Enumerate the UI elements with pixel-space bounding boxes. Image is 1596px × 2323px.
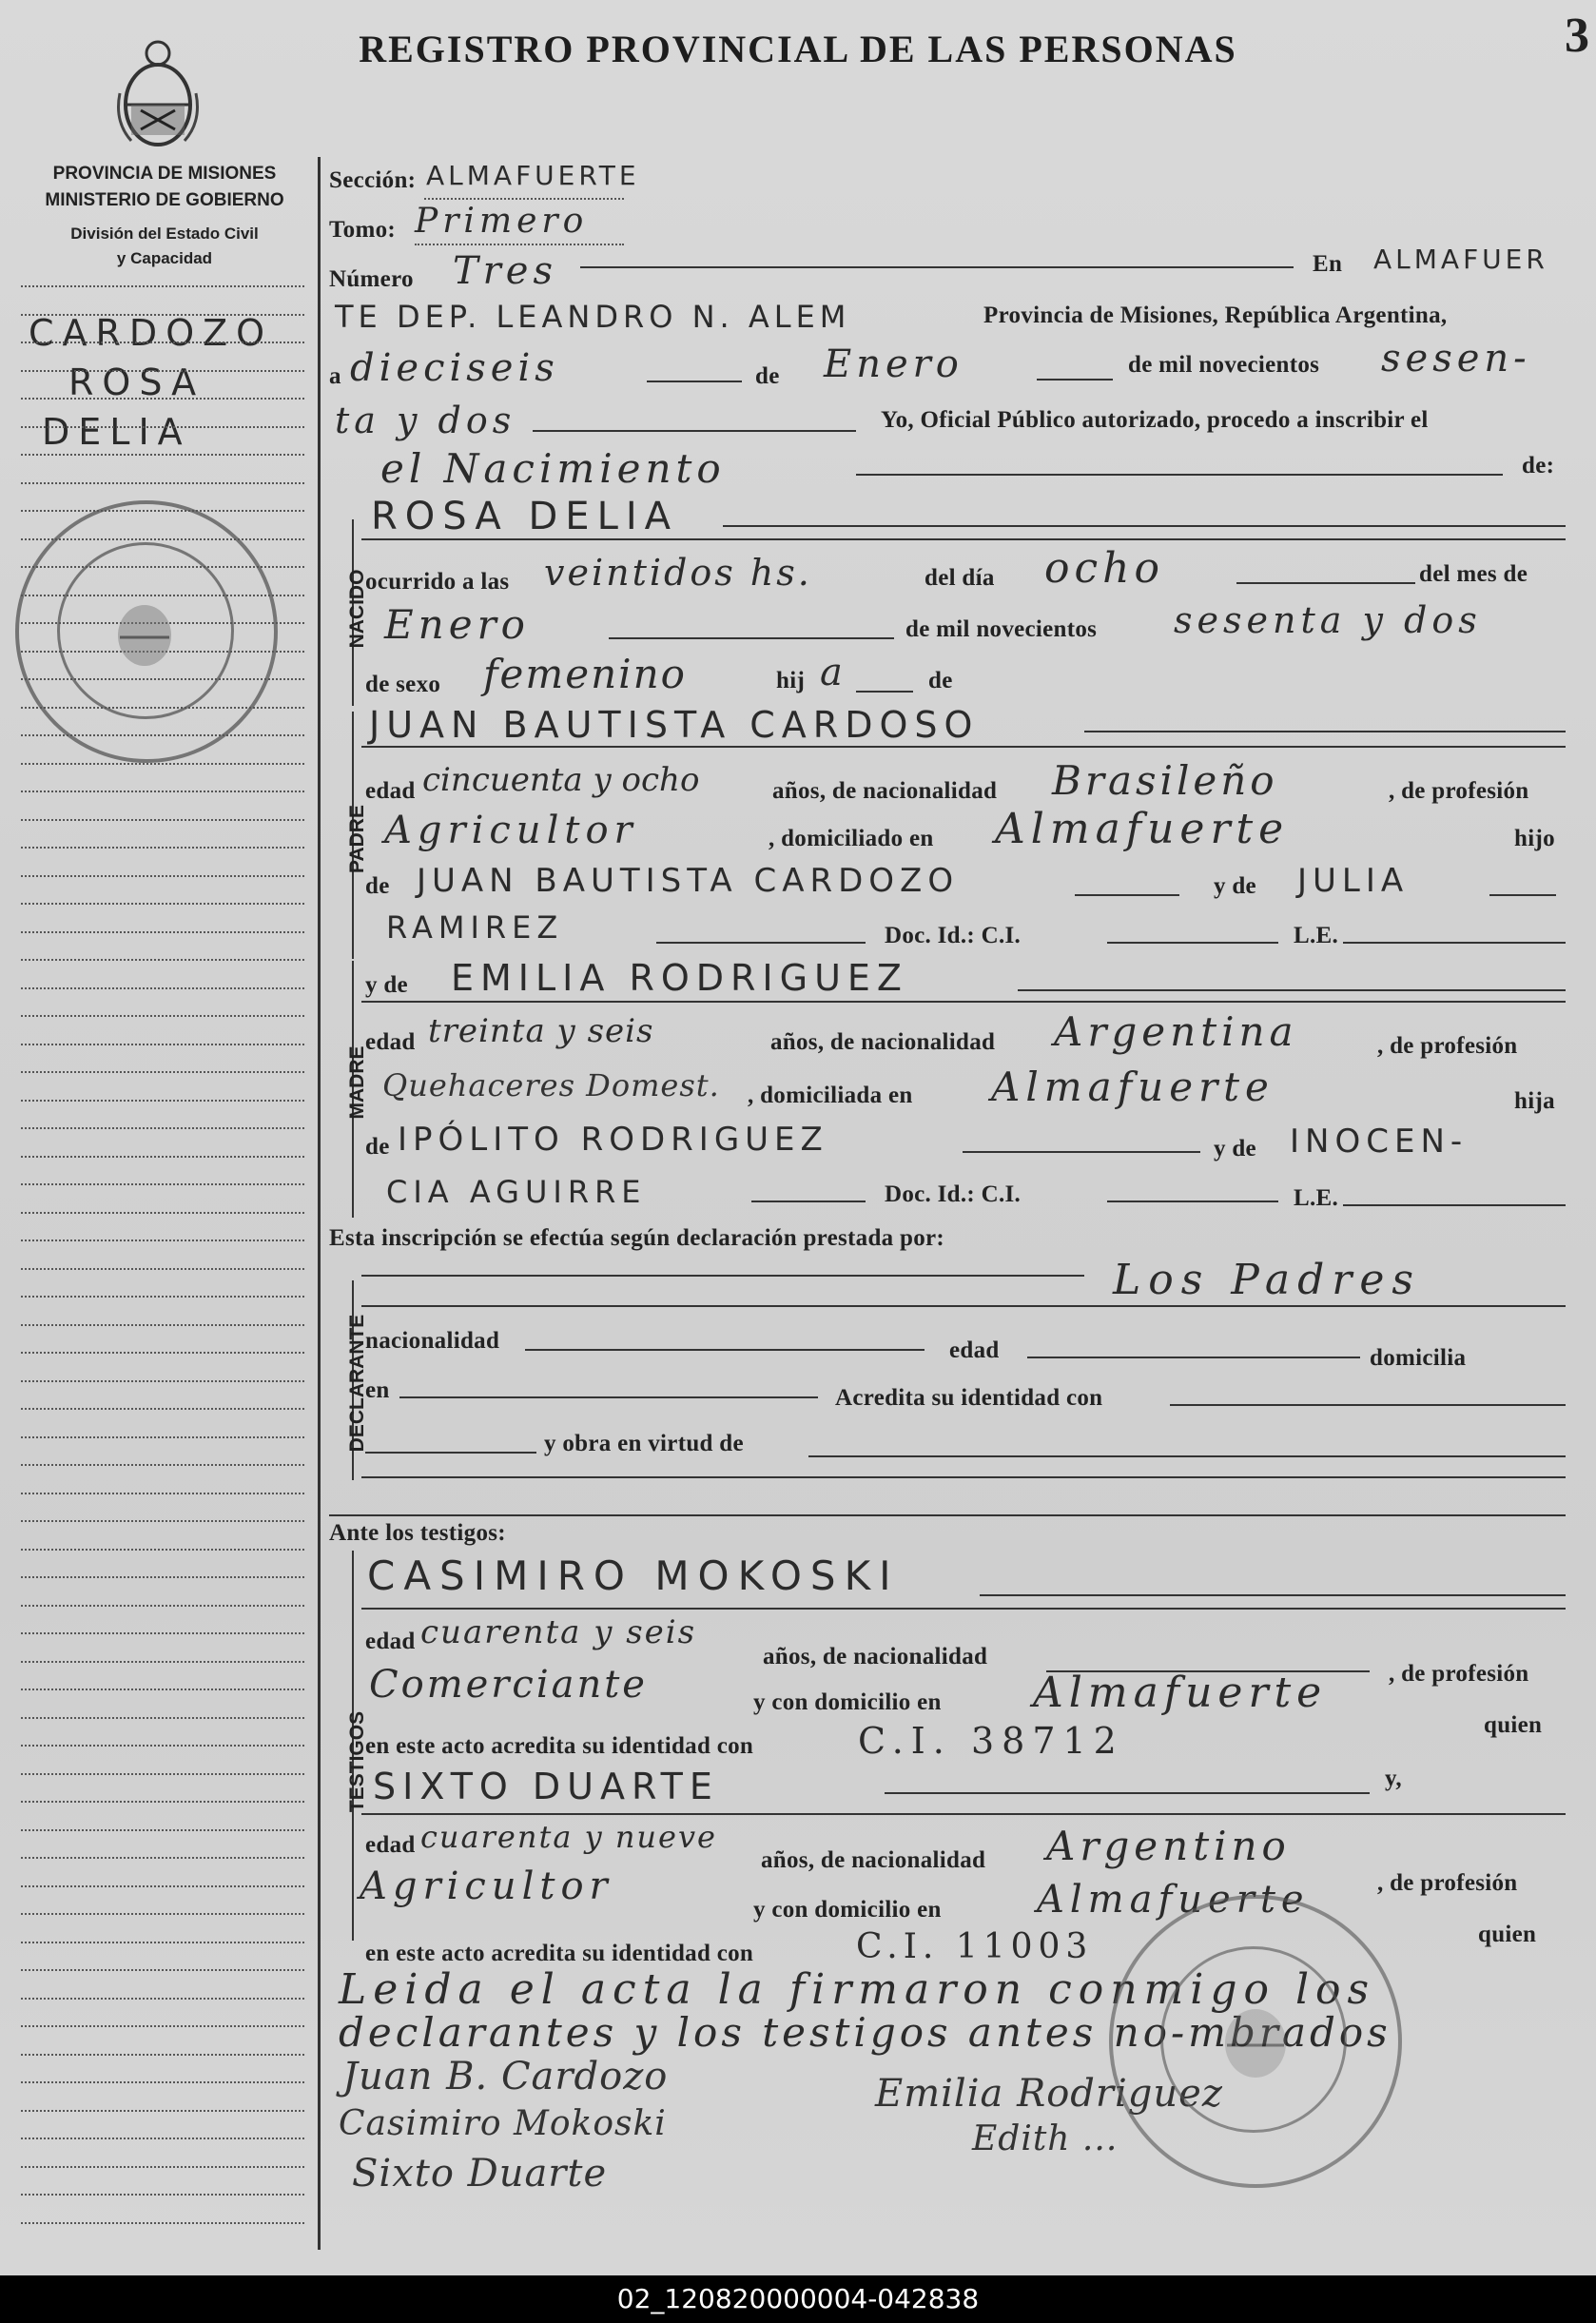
del-mes-label: del mes de <box>1419 561 1528 587</box>
testigo1-edad-value: cuarenta y seis <box>420 1613 697 1651</box>
margin-ruled-line <box>21 791 304 792</box>
numero-label: Número <box>329 266 414 292</box>
signature-5: Edith ... <box>972 2119 1119 2158</box>
margin-ruled-line <box>21 342 304 343</box>
margin-ruled-line <box>21 1044 304 1045</box>
declarante-nac-line <box>525 1349 925 1351</box>
provincia-text: Provincia de Misiones, República Argentina, <box>983 303 1448 328</box>
registry-stamp-right <box>1109 1895 1402 2188</box>
margin-ruled-line <box>21 875 304 877</box>
madre-le-line <box>1343 1204 1566 1206</box>
ocurrido-label: ocurrido a las <box>365 569 510 595</box>
margin-ruled-line <box>21 1268 304 1270</box>
testigo1-nombre: CASIMIRO MOKOSKI <box>367 1552 900 1599</box>
closing-line-2: declarantes y los testigos antes no-mbrados <box>339 2009 1392 2056</box>
sexo-label: de sexo <box>365 672 441 697</box>
nac-mil-label: de mil novecientos <box>905 616 1098 642</box>
institution-line-1: PROVINCIA DE MISIONES <box>52 164 277 184</box>
dia-nac-value: ocho <box>1044 544 1164 593</box>
hij-value: a <box>820 651 847 694</box>
mes-value: Enero <box>824 342 963 386</box>
en-value-1: ALMAFUER <box>1373 244 1548 275</box>
madre-prof-label: , de profesión <box>1377 1033 1518 1059</box>
hij-de-label: de <box>928 668 953 693</box>
margin-ruled-line <box>21 1352 304 1354</box>
margin-ruled-line <box>21 1857 304 1859</box>
testigo1-acredita-label: en este acto acredita su identidad con <box>365 1733 754 1759</box>
hij-line <box>856 691 913 693</box>
margin-ruled-line <box>21 1717 304 1719</box>
margin-ruled-line <box>21 1689 304 1690</box>
margin-ruled-line <box>21 847 304 849</box>
sexo-value: femenino <box>483 651 687 697</box>
padre-doc-label: Doc. Id.: C.I. <box>885 923 1022 948</box>
stamp-emblem-icon <box>107 595 183 672</box>
testigo2-edad-label: edad <box>365 1832 416 1858</box>
padre-edad-value: cincuenta y ocho <box>422 761 700 799</box>
testigo2-y-label: y, <box>1385 1766 1402 1791</box>
margin-ruled-line <box>21 2194 304 2196</box>
declarante-dom-label: domicilia <box>1370 1345 1467 1371</box>
padre-dom-value: Almafuerte <box>995 805 1290 853</box>
testigo1-doc: C.I. 38712 <box>858 1720 1124 1762</box>
a-label: a <box>329 363 341 389</box>
margin-ruled-line <box>21 1071 304 1073</box>
margin-ruled-line <box>21 314 304 316</box>
signature-4: Sixto Duarte <box>352 2152 608 2196</box>
margin-ruled-line <box>21 2166 304 2168</box>
margin-ruled-line <box>21 959 304 961</box>
oficial-text: Yo, Oficial Público autorizado, procedo a inscribir el <box>881 407 1429 433</box>
mes-line <box>1037 379 1113 381</box>
dia-nac-line <box>1236 582 1415 584</box>
margin-ruled-line <box>21 1436 304 1438</box>
anio-value-1: sesen- <box>1381 337 1531 381</box>
mes-nac-value: Enero <box>384 601 530 648</box>
nacido-nombre-line <box>723 525 1566 527</box>
padre-le-line <box>1343 942 1566 944</box>
testigo2-edad-value: cuarenta y nueve <box>420 1819 717 1855</box>
stamp-emblem-icon <box>1212 1998 1299 2085</box>
margin-ruled-line <box>21 1829 304 1831</box>
nacido-nombre: ROSA DELIA <box>371 495 679 538</box>
margin-ruled-line <box>21 2138 304 2139</box>
margin-ruled-line <box>21 426 304 428</box>
inscripcion-value: Los Padres <box>1113 1256 1421 1304</box>
declarante-en-line <box>399 1396 818 1398</box>
margin-ruled-line <box>21 1549 304 1551</box>
margin-ruled-line <box>21 2081 304 2083</box>
testigo2-nombre-line <box>885 1792 1370 1794</box>
padre-doc-line <box>1107 942 1278 944</box>
testigo2-nac-label: años, de nacionalidad <box>761 1847 986 1873</box>
declarante-line-end <box>361 1476 1566 1478</box>
ante-testigos-label: Ante los testigos: <box>329 1520 506 1546</box>
testigo2-dom-label: y con domicilio en <box>753 1897 942 1923</box>
margin-ruled-line <box>21 1913 304 1915</box>
margin-name-2: DELIA <box>42 411 191 453</box>
testigo2-prof-value: Agricultor <box>360 1864 613 1908</box>
testigo2-prof-label: , de profesión <box>1377 1870 1518 1896</box>
declarante-line-1 <box>361 1305 1566 1307</box>
madre-nac-label: años, de nacionalidad <box>770 1029 996 1055</box>
madre-padre-line <box>963 1151 1200 1153</box>
hij-label: hij <box>776 668 806 693</box>
testigo2-nombre-line-2 <box>361 1813 1566 1815</box>
margin-ruled-line <box>21 2110 304 2112</box>
padre-nac-value: Brasileño <box>1052 757 1278 804</box>
testigo1-dom-label: y con domicilio en <box>753 1689 942 1715</box>
madre-hija-label: hija <box>1514 1088 1555 1114</box>
tomo-label: Tomo: <box>329 217 397 243</box>
dia-value: dieciseis <box>350 346 559 390</box>
madre-y-de-label: y de <box>365 972 408 998</box>
declarante-edad-label: edad <box>949 1337 1000 1363</box>
dia-line <box>647 381 742 382</box>
margin-ruled-line <box>21 1632 304 1634</box>
madre-le-label: L.E. <box>1294 1185 1339 1211</box>
testigo1-quien-label: quien <box>1484 1712 1543 1738</box>
madre-madre-2: CIA AGUIRRE <box>386 1174 647 1210</box>
seccion-value: ALMAFUERTE <box>426 160 640 191</box>
page-number: 3 <box>1565 9 1590 63</box>
margin-ruled-line <box>21 1493 304 1494</box>
padre-edad-label: edad <box>365 778 416 804</box>
margin-ruled-line <box>21 1380 304 1382</box>
margin-ruled-line <box>21 1464 304 1466</box>
mes-nac-line <box>609 637 894 639</box>
padre-dom-label: , domiciliado en <box>769 826 934 851</box>
nacido-nombre-line-2 <box>361 538 1566 540</box>
mil-label: de mil novecientos <box>1128 352 1320 378</box>
margin-name-1: ROSA <box>68 361 205 403</box>
margin-ruled-line <box>21 931 304 933</box>
margin-ruled-line <box>21 1661 304 1663</box>
padre-de-label: de <box>365 873 390 899</box>
margin-ruled-line <box>21 987 304 989</box>
margin-ruled-line <box>21 1998 304 2000</box>
padre-de-padre-line <box>1075 894 1179 896</box>
madre-doc-line <box>1107 1201 1278 1202</box>
margin-ruled-line <box>21 1408 304 1410</box>
document-title: REGISTRO PROVINCIAL DE LAS PERSONAS <box>359 28 1237 70</box>
madre-madre-2-line <box>751 1201 866 1202</box>
hora-value: veintidos hs. <box>544 552 812 594</box>
institution-line-3: División del Estado Civil <box>70 224 259 243</box>
madre-section-label: MADRE <box>346 1045 368 1120</box>
margin-ruled-line <box>21 1885 304 1887</box>
tomo-line <box>415 244 624 245</box>
margin-ruled-line <box>21 1127 304 1129</box>
testigo1-prof-value: Comerciante <box>369 1663 648 1707</box>
margin-ruled-line <box>21 454 304 456</box>
margin-ruled-line <box>21 1156 304 1158</box>
margin-ruled-line <box>21 482 304 484</box>
margin-ruled-line <box>21 1100 304 1102</box>
registry-stamp-left <box>15 500 278 763</box>
margin-ruled-line <box>21 1520 304 1522</box>
margin-ruled-line <box>21 1773 304 1775</box>
anio-value-2: ta y dos <box>335 400 516 441</box>
madre-nac-value: Argentina <box>1054 1008 1298 1055</box>
madre-dom-value: Almafuerte <box>991 1064 1275 1110</box>
numero-line <box>580 266 1294 268</box>
closing-line-1: Leida el acta la firmaron conmigo los <box>339 1965 1376 2014</box>
madre-dom-label: , domiciliada en <box>748 1083 913 1108</box>
madre-edad-label: edad <box>365 1029 416 1055</box>
padre-le-label: L.E. <box>1294 923 1339 948</box>
margin-ruled-line <box>21 1296 304 1298</box>
seccion-label: Sección: <box>329 167 417 193</box>
signature-3: Casimiro Mokoski <box>339 2104 667 2143</box>
form-left-border <box>318 157 321 2250</box>
numero-value: Tres <box>453 249 557 293</box>
margin-ruled-line <box>21 2222 304 2224</box>
padre-nac-label: años, de nacionalidad <box>772 778 998 804</box>
testigos-section-label: TESTIGOS <box>346 1710 368 1813</box>
acto-line <box>856 474 1503 476</box>
en-label: En <box>1313 251 1343 277</box>
en-value-2: TE DEP. LEANDRO N. ALEM <box>335 299 851 335</box>
signature-2: Emilia Rodriguez <box>875 2072 1223 2116</box>
declarante-obra-line-a <box>365 1452 536 1454</box>
declarante-obra-line-b <box>808 1455 1566 1457</box>
padre-de-padre: JUAN BAUTISTA CARDOZO <box>417 862 960 900</box>
madre-nombre: EMILIA RODRIGUEZ <box>451 957 908 999</box>
margin-ruled-line <box>21 819 304 821</box>
margin-ruled-line <box>21 398 304 400</box>
fecha-de-label: de <box>755 363 780 389</box>
padre-madre-1-line <box>1489 894 1556 896</box>
margin-ruled-line <box>21 1240 304 1241</box>
declarante-edad-line <box>1027 1357 1360 1358</box>
declarante-acredita-line <box>1170 1404 1566 1406</box>
declarante-nac-label: nacionalidad <box>365 1328 500 1354</box>
margin-ruled-line <box>21 1183 304 1185</box>
margin-ruled-line <box>21 2054 304 2056</box>
margin-ruled-line <box>21 903 304 905</box>
declarante-section-label: DECLARANTE <box>346 1314 368 1453</box>
margin-ruled-line <box>21 1576 304 1578</box>
declarante-en-label: en <box>365 1377 390 1403</box>
testigo2-quien-label: quien <box>1478 1922 1537 1947</box>
coat-of-arms-icon <box>112 36 204 150</box>
madre-edad-value: treinta y seis <box>428 1012 654 1050</box>
nacido-section-label: NACIDO <box>346 569 368 649</box>
de-colon-label: de: <box>1522 453 1555 478</box>
declarante-obra-label: y obra en virtud de <box>544 1431 744 1456</box>
signature-1: Juan B. Cardozo <box>342 2055 669 2099</box>
margin-ruled-line <box>21 1605 304 1607</box>
testigo1-nac-label: años, de nacionalidad <box>763 1644 988 1669</box>
anio-nac-value: sesenta y dos <box>1174 599 1482 641</box>
declarante-line-end-2 <box>329 1514 1566 1516</box>
testigo2-acredita-label: en este acto acredita su identidad con <box>365 1941 754 1966</box>
acto-value: el Nacimiento <box>380 445 726 492</box>
testigo1-prof-label: , de profesión <box>1389 1661 1529 1687</box>
margin-ruled-line <box>21 1969 304 1971</box>
margin-ruled-line <box>21 1212 304 1214</box>
padre-nombre-line-2 <box>361 746 1566 748</box>
margin-ruled-line <box>21 763 304 765</box>
tomo-value: Primero <box>415 202 589 241</box>
testigo1-nombre-line-2 <box>361 1608 1566 1610</box>
madre-nombre-line-2 <box>361 1001 1566 1003</box>
madre-doc-label: Doc. Id.: C.I. <box>885 1181 1022 1207</box>
testigo2-dom-value: Almafuerte <box>1037 1878 1310 1922</box>
padre-y-de-label: y de <box>1214 873 1256 899</box>
madre-de-label: de <box>365 1134 390 1160</box>
madre-y-de2-label: y de <box>1214 1136 1256 1162</box>
institution-line-2: MINISTERIO DE GOBIERNO <box>45 190 284 210</box>
testigo1-nombre-line <box>980 1594 1566 1596</box>
margin-surname: CARDOZO <box>29 312 274 354</box>
testigo1-edad-label: edad <box>365 1629 416 1654</box>
declarante-acredita-label: Acredita su identidad con <box>835 1385 1103 1411</box>
padre-madre-1: JULIA <box>1297 862 1410 900</box>
testigo2-nac-value: Argentino <box>1046 1823 1291 1869</box>
testigo2-doc: C.I. 11003 <box>856 1927 1094 1966</box>
institution-line-4: y Capacidad <box>116 249 213 267</box>
padre-nombre: JUAN BAUTISTA CARDOSO <box>369 704 980 746</box>
padre-madre-2-line <box>656 942 866 944</box>
madre-madre-1: INOCEN- <box>1290 1122 1469 1161</box>
madre-padre: IPÓLITO RODRIGUEZ <box>398 1121 828 1159</box>
anio-line <box>533 430 856 432</box>
padre-prof-value: Agricultor <box>384 809 638 852</box>
margin-ruled-line <box>21 2025 304 2027</box>
padre-prof-label: , de profesión <box>1389 778 1529 804</box>
testigo1-dom-value: Almafuerte <box>1033 1669 1328 1717</box>
margin-ruled-line <box>21 1015 304 1017</box>
scan-id-footer: 02_120820000004-042838 <box>0 2275 1596 2323</box>
margin-ruled-line <box>21 1942 304 1943</box>
padre-hijo-label: hijo <box>1514 826 1555 851</box>
testigo2-nombre: SIXTO DUARTE <box>373 1766 719 1807</box>
madre-prof-value: Quehaceres Domest. <box>382 1067 720 1103</box>
padre-section-label: PADRE <box>346 805 368 873</box>
margin-ruled-line <box>21 1745 304 1747</box>
madre-nombre-line <box>1018 989 1566 991</box>
inscripcion-line <box>361 1275 1084 1277</box>
inscripcion-text: Esta inscripción se efectúa según declaración prestada por: <box>329 1225 945 1251</box>
margin-ruled-line <box>21 370 304 372</box>
margin-ruled-line <box>21 1324 304 1326</box>
margin-ruled-line <box>21 285 304 287</box>
padre-madre-2: RAMIREZ <box>386 909 564 946</box>
seccion-line <box>424 198 624 200</box>
del-dia-label: del día <box>925 565 995 591</box>
padre-nombre-line <box>1084 731 1566 732</box>
margin-ruled-line <box>21 1801 304 1803</box>
